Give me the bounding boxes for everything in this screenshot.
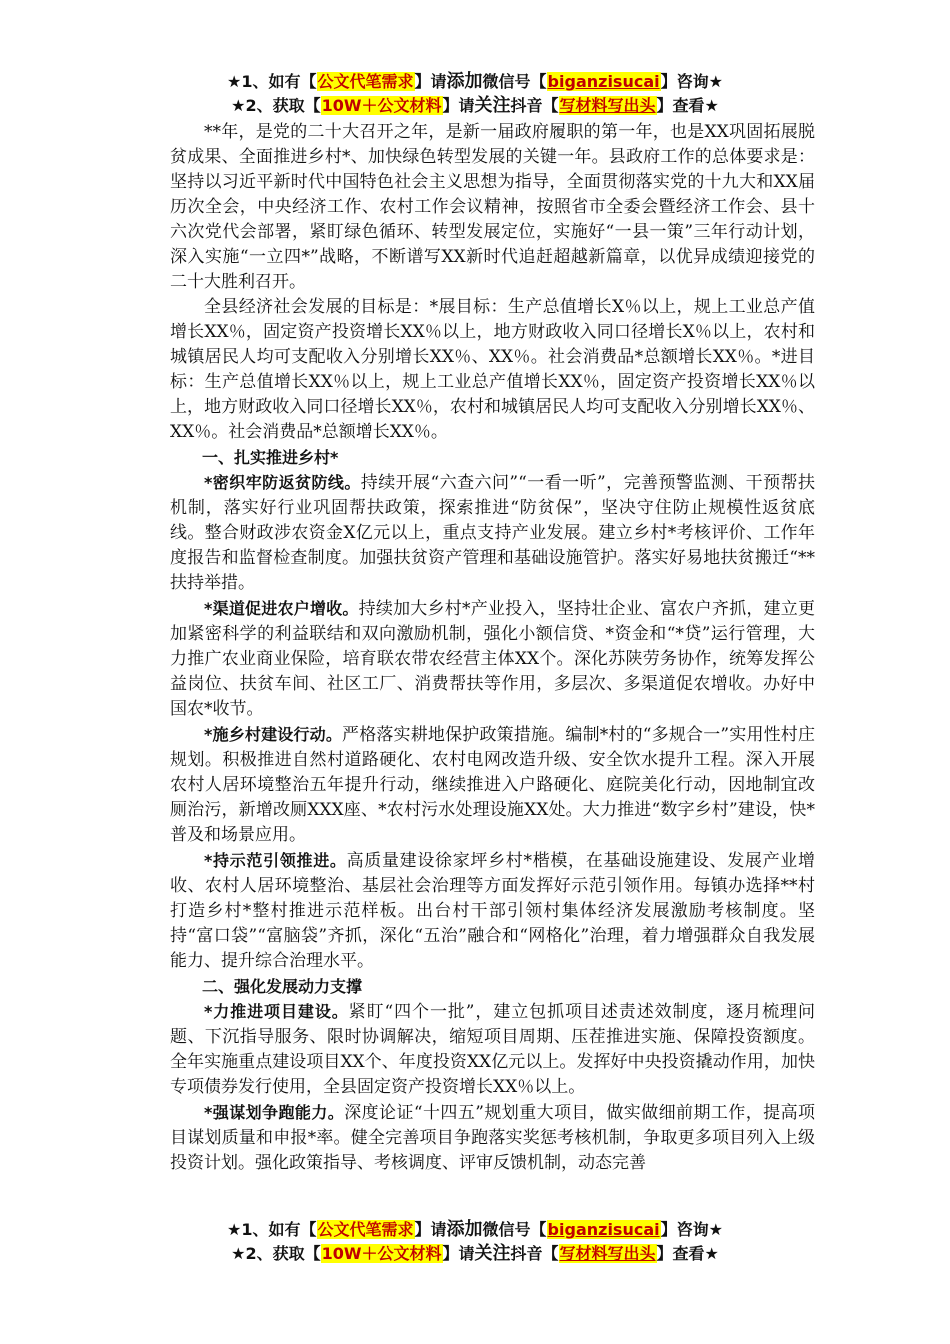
item-lead: *施乡村建设行动。	[204, 725, 343, 744]
top-banner	[0, 70, 950, 118]
section-1-item-4	[170, 848, 815, 974]
banner-highlight: 10W＋公文材料	[321, 1244, 442, 1263]
banner-line-1	[0, 70, 950, 94]
item-lead: *强谋划争跑能力。	[204, 1103, 345, 1122]
section-2-heading: 二、强化发展动力支撑	[202, 977, 363, 996]
banner-text: 抖音【	[510, 96, 559, 115]
wechat-id-link[interactable]: biganzisucai	[547, 72, 660, 91]
item-lead: *持示范引领推进。	[204, 851, 347, 870]
banner-highlight: 10W＋公文材料	[321, 96, 442, 115]
banner-text: 微信号【	[482, 72, 547, 91]
section-1-item-2	[170, 596, 815, 722]
item-body: 高质量建设徐家坪乡村*楷模，在基础设施建设、发展产业增收、农村人居环境整治、基层社会治理等方面发挥好示范引领作用。每镇办选择**村打造乡村*整村推进示范样板。出台村干部引领村集体经济发展激励考核制度。坚持“富口袋”“富脑袋”齐抓，深化“五治”融合和“网格化”治理，着力增强群众自我发展能力、提升综合治理水平。	[170, 851, 815, 971]
banner-text: ★2、获取【	[231, 1244, 321, 1263]
item-lead: *力推进项目建设。	[204, 1002, 349, 1021]
banner-keyword: 关注	[474, 95, 511, 116]
banner-line-2	[0, 94, 950, 118]
banner-text: ★2、获取【	[231, 96, 321, 115]
section-2-item-1	[170, 999, 815, 1100]
item-lead: *渠道促进农户增收。	[204, 599, 359, 618]
banner-text: ★1、如有【	[227, 1220, 317, 1239]
section-1-item-1	[170, 470, 815, 596]
wechat-id-link[interactable]: biganzisucai	[547, 1220, 660, 1239]
section-1-heading: 一、扎实推进乡村*	[202, 448, 339, 467]
banner-keyword: 添加	[446, 1219, 483, 1240]
document-body	[170, 120, 815, 1176]
douyin-account-link[interactable]: 写材料写出头	[559, 1244, 656, 1263]
banner-text: 】请	[442, 96, 475, 115]
banner-text: 】请	[414, 72, 447, 91]
item-lead: *密织牢防返贫防线。	[204, 473, 361, 492]
banner-highlight: 公文代笔需求	[317, 1220, 414, 1239]
banner-line-2	[0, 1242, 950, 1266]
banner-text: 】查看★	[656, 1244, 719, 1263]
item-body: 深度论证“十四五”规划重大项目，做实做细前期工作，提高项目谋划质量和申报*率。健全完善项目争跑落实奖惩考核机制，争取更多项目列入上级投资计划。强化政策指导、考核调度、评审反馈机制，动态完善	[170, 1103, 815, 1173]
banner-text: 】请	[442, 1244, 475, 1263]
item-body: 紧盯“四个一批”，建立包抓项目述责述效制度，逐月梳理问题、下沉指导服务、限时协调解决，缩短项目周期、压茬推进实施、保障投资额度。全年实施重点建设项目XX个、年度投资XX亿元以上。发挥好中央投资撬动作用，加快专项债券发行使用，全县固定资产投资增长XX％以上。	[170, 1002, 815, 1097]
douyin-account-link[interactable]: 写材料写出头	[559, 96, 656, 115]
item-body: 持续开展“六查六问”“一看一听”，完善预警监测、干预帮扶机制，落实好行业巩固帮扶政策，探索推进“防贫保”，坚决守住防止规模性返贫底线。整合财政涉农资金X亿元以上，重点支持产业发展。建立乡村*考核评价、工作年度报告和监督检查制度。加强扶贫资产管理和基础设施管护。落实好易地扶贫搬迁“**扶持举措。	[170, 473, 815, 593]
banner-keyword: 关注	[474, 1243, 511, 1264]
banner-text: 】咨询★	[660, 72, 723, 91]
banner-text: 】查看★	[656, 96, 719, 115]
banner-text: 】请	[414, 1220, 447, 1239]
banner-highlight: 公文代笔需求	[317, 72, 414, 91]
section-2-item-2	[170, 1100, 815, 1176]
banner-text: ★1、如有【	[227, 72, 317, 91]
item-body: 持续加大乡村*产业投入，坚持壮企业、富农户齐抓，建立更加紧密科学的利益联结和双向激励机制，强化小额信贷、*资金和“*贷”运行管理，大力推广农业商业保险，培育联农带农经营主体XX个。深化苏陕劳务协作，统筹发挥公益岗位、扶贫车间、社区工厂、消费帮扶等作用，多层次、多渠道促农增收。办好中国农*收节。	[170, 599, 815, 719]
section-1-item-3	[170, 722, 815, 848]
banner-text: 】咨询★	[660, 1220, 723, 1239]
banner-text: 微信号【	[482, 1220, 547, 1239]
bottom-banner	[0, 1218, 950, 1266]
banner-line-1	[0, 1218, 950, 1242]
banner-text: 抖音【	[510, 1244, 559, 1263]
banner-keyword: 添加	[446, 71, 483, 92]
item-body: 严格落实耕地保护政策措施。编制*村的“多规合一”实用性村庄规划。积极推进自然村道路硬化、农村电网改造升级、安全饮水提升工程。深入开展农村人居环境整治五年提升行动，继续推进入户路硬化、庭院美化行动，因地制宜改厕治污，新增改厕XXX座、*农村污水处理设施XX处。大力推进“数字乡村”建设，快*普及和场景应用。	[170, 725, 815, 845]
goals-paragraph: 全县经济社会发展的目标是：*展目标：生产总值增长X％以上，规上工业总产值增长XX％，固定资产投资增长XX％以上，地方财政收入同口径增长X％以上，农村和城镇居民人均可支配收入分别增长XX％、XX％。社会消费品*总额增长XX％。*进目标：生产总值增长XX％以上，规上工业总产值增长XX％，固定资产投资增长XX％以上，地方财政收入同口径增长XX％，农村和城镇居民人均可支配收入分别增长XX％、XX％。社会消费品*总额增长XX％。	[170, 297, 815, 442]
intro-paragraph: **年，是党的二十大召开之年，是新一届政府履职的第一年，也是XX巩固拓展脱贫成果、全面推进乡村*、加快绿色转型发展的关键一年。县政府工作的总体要求是：坚持以习近平新时代中国特色社会主义思想为指导，全面贯彻落实党的十九大和XX届历次全会，中央经济工作、农村工作会议精神，按照省市全委会暨经济工作会、县十六次党代会部署，紧盯绿色循环、转型发展定位，实施好“一县一策”三年行动计划，深入实施“一立四*”战略，不断谱写XX新时代追赶超越新篇章，以优异成绩迎接党的二十大胜利召开。	[170, 122, 815, 292]
